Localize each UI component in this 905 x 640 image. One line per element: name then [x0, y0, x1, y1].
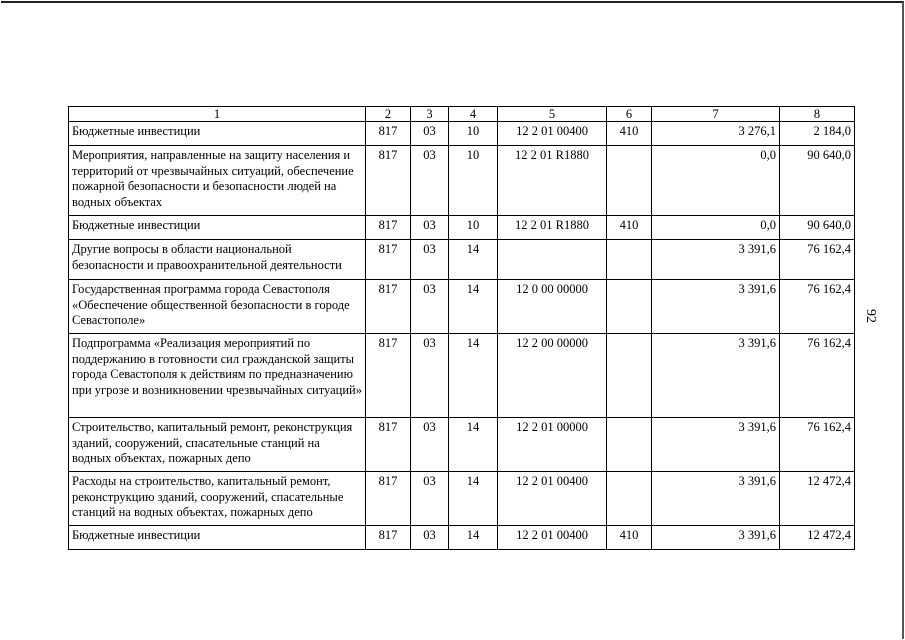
- subsection-code-cell: 14: [449, 240, 498, 280]
- amount-col7-cell: 3 391,6: [652, 334, 780, 418]
- row-name-cell: Государственная программа города Севастополя «Обеспечение общественной безопасности в городе Севастополе»: [69, 280, 366, 334]
- ministry-code-cell: 817: [366, 526, 411, 550]
- column-header: 2: [366, 107, 411, 122]
- section-code-cell: 03: [411, 280, 449, 334]
- section-code-cell: 03: [411, 526, 449, 550]
- section-code-cell: 03: [411, 418, 449, 472]
- amount-col8-cell: 2 184,0: [780, 122, 855, 146]
- subsection-code-cell: 14: [449, 280, 498, 334]
- ministry-code-cell: 817: [366, 280, 411, 334]
- ministry-code-cell: 817: [366, 146, 411, 216]
- amount-col8-cell: 76 162,4: [780, 334, 855, 418]
- expense-type-cell: [607, 334, 652, 418]
- subsection-code-cell: 14: [449, 526, 498, 550]
- amount-col7-cell: 0,0: [652, 146, 780, 216]
- amount-col7-cell: 3 391,6: [652, 240, 780, 280]
- column-header: 7: [652, 107, 780, 122]
- table-row: [69, 122, 855, 146]
- section-code-cell: 03: [411, 472, 449, 526]
- section-code-cell: 03: [411, 122, 449, 146]
- amount-col7-cell: 3 391,6: [652, 526, 780, 550]
- column-header: 5: [498, 107, 607, 122]
- table-row: [69, 240, 855, 280]
- amount-col8-cell: 12 472,4: [780, 472, 855, 526]
- ministry-code-cell: 817: [366, 122, 411, 146]
- amount-col7-cell: 3 391,6: [652, 418, 780, 472]
- target-article-cell: 12 2 01 00400: [498, 122, 607, 146]
- table-row: [69, 146, 855, 216]
- subsection-code-cell: 10: [449, 146, 498, 216]
- table-row: [69, 418, 855, 472]
- target-article-cell: 12 2 01 00000: [498, 418, 607, 472]
- amount-col8-cell: 76 162,4: [780, 240, 855, 280]
- expense-type-cell: [607, 146, 652, 216]
- expense-type-cell: [607, 418, 652, 472]
- subsection-code-cell: 10: [449, 216, 498, 240]
- table-row: [69, 526, 855, 550]
- section-code-cell: 03: [411, 240, 449, 280]
- row-name-cell: Мероприятия, направленные на защиту населения и территорий от чрезвычайных ситуаций, обеспечение пожарной безопасности и безопасности людей на водных объектах: [69, 146, 366, 216]
- table-row: [69, 216, 855, 240]
- row-name-cell: Расходы на строительство, капитальный ремонт, реконструкцию зданий, сооружений, спасательные станций на водных объектах, пожарных депо: [69, 472, 366, 526]
- row-name-cell: Бюджетные инвестиции: [69, 122, 366, 146]
- table-header-row: [69, 107, 855, 122]
- target-article-cell: 12 2 01 R1880: [498, 216, 607, 240]
- row-name-cell: Бюджетные инвестиции: [69, 216, 366, 240]
- target-article-cell: 12 2 01 00400: [498, 526, 607, 550]
- page-number: 92: [863, 309, 878, 323]
- subsection-code-cell: 10: [449, 122, 498, 146]
- target-article-cell: 12 2 01 00400: [498, 472, 607, 526]
- table-row: [69, 472, 855, 526]
- target-article-cell: [498, 240, 607, 280]
- expense-type-cell: [607, 280, 652, 334]
- expense-type-cell: 410: [607, 122, 652, 146]
- target-article-cell: 12 2 01 R1880: [498, 146, 607, 216]
- amount-col8-cell: 76 162,4: [780, 280, 855, 334]
- ministry-code-cell: 817: [366, 418, 411, 472]
- column-header: 8: [780, 107, 855, 122]
- row-name-cell: Бюджетные инвестиции: [69, 526, 366, 550]
- subsection-code-cell: 14: [449, 334, 498, 418]
- ministry-code-cell: 817: [366, 334, 411, 418]
- subsection-code-cell: 14: [449, 418, 498, 472]
- target-article-cell: 12 0 00 00000: [498, 280, 607, 334]
- amount-col8-cell: 12 472,4: [780, 526, 855, 550]
- row-name-cell: Другие вопросы в области национальной безопасности и правоохранительной деятельности: [69, 240, 366, 280]
- row-name-cell: Подпрограмма «Реализация мероприятий по поддержанию в готовности сил гражданской защиты города Севастополя к действиям по предназначению при угрозе и возникновении чрезвычайных ситуаций»: [69, 334, 366, 418]
- target-article-cell: 12 2 00 00000: [498, 334, 607, 418]
- amount-col7-cell: 0,0: [652, 216, 780, 240]
- amount-col8-cell: 90 640,0: [780, 146, 855, 216]
- amount-col7-cell: 3 276,1: [652, 122, 780, 146]
- expense-type-cell: 410: [607, 526, 652, 550]
- column-header: 4: [449, 107, 498, 122]
- expense-type-cell: 410: [607, 216, 652, 240]
- column-header: 1: [69, 107, 366, 122]
- expense-type-cell: [607, 240, 652, 280]
- amount-col8-cell: 76 162,4: [780, 418, 855, 472]
- amount-col8-cell: 90 640,0: [780, 216, 855, 240]
- amount-col7-cell: 3 391,6: [652, 472, 780, 526]
- column-header: 6: [607, 107, 652, 122]
- column-header: 3: [411, 107, 449, 122]
- section-code-cell: 03: [411, 334, 449, 418]
- ministry-code-cell: 817: [366, 472, 411, 526]
- amount-col7-cell: 3 391,6: [652, 280, 780, 334]
- table-row: [69, 280, 855, 334]
- table-row: [69, 334, 855, 418]
- section-code-cell: 03: [411, 146, 449, 216]
- ministry-code-cell: 817: [366, 216, 411, 240]
- ministry-code-cell: 817: [366, 240, 411, 280]
- subsection-code-cell: 14: [449, 472, 498, 526]
- expense-type-cell: [607, 472, 652, 526]
- section-code-cell: 03: [411, 216, 449, 240]
- budget-table: [68, 106, 855, 550]
- row-name-cell: Строительство, капитальный ремонт, реконструкция зданий, сооружений, спасательные станций на водных объектах, пожарных депо: [69, 418, 366, 472]
